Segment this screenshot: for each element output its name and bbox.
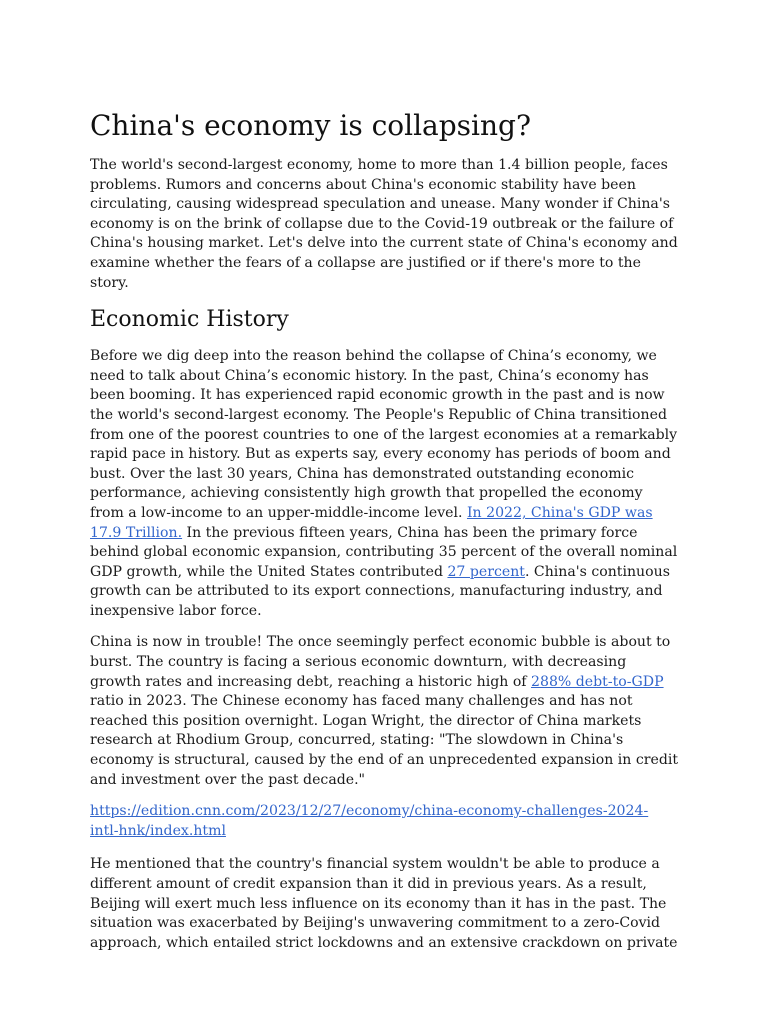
- source-url-line2: intl-hnk/index.html: [90, 822, 226, 839]
- trouble-text-a: China is now in trouble! The once seemingly perfect economic bubble is about to burst. The country is facing a serious economic downturn, with decreasing growth rates and increasing debt, reaching a historic high of: [90, 634, 671, 690]
- credit-paragraph: He mentioned that the country's financial system wouldn't be able to produce a different amount of credit expansion than it did in previous years. As a result, Beijing will exert much less influence on its economy than it has in the past. The situation was exacerbated by Beijing's unwavering commitment to a zero-Covid approach, which entailed strict lockdowns and an extensive crackdown on private: [90, 856, 678, 951]
- history-paragraph: [90, 347, 680, 621]
- source-url-link[interactable]: [90, 803, 648, 839]
- gdp-link[interactable]: In 2022, China's GDP was 17.9 Trillion.: [90, 504, 653, 541]
- history-text-b: In the previous fifteen years, China has been the primary force behind global economic expansion, contributing 35 percent of the overall nominal GDP growth, while the United States contributed: [90, 524, 678, 580]
- debt-to-gdp-link[interactable]: 288% debt-to-GDP: [531, 673, 664, 690]
- trouble-paragraph: [90, 633, 680, 790]
- source-url-line1: https://edition.cnn.com/2023/12/27/economy/china-economy-challenges-2024-: [90, 803, 649, 820]
- intro-paragraph: The world's second-largest economy, home to more than 1.4 billion people, faces problems. Rumors and concerns about China's economic stability have been circulating, causing widespread speculation and unease. Many wonder if China's economy is on the brink of collapse due to the Covid-19 outbreak or the failure of China's housing market. Let's delve into the current state of China's economy and examine whether the fears of a collapse are justified or if there's more to the story.: [90, 157, 678, 291]
- history-text-c: . China's continuous growth can be attributed to its export connections, manufacturing industry, and inexpensive labor force.: [90, 563, 670, 619]
- history-text-a: Before we dig deep into the reason behind the collapse of China’s economy, we need to talk about China’s economic history. In the past, China’s economy has been booming. It has experienced rapid economic growth in the past and is now the world's second-largest economy. The People's Republic of China transitioned from one of the poorest countries to one of the largest economies at a remarkably rapid pace in history. But as experts say, every economy has periods of boom and bust. Over the last 30 years, China has demonstrated outstanding economic performance, achieving consistently high growth that propelled the economy from a low-income to an upper-middle-income level.: [90, 348, 678, 521]
- trouble-text-b: ratio in 2023. The Chinese economy has faced many challenges and has not reached this position overnight. Logan Wright, the director of China markets research at Rhodium Group, concurred, stating: "The slowdown in China's economy is structural, caused by the end of an unprecedented expansion in credit and investment over the past decade.": [90, 693, 679, 788]
- page-title: China's economy is collapsing?: [90, 109, 531, 142]
- source-url-paragraph: [90, 802, 680, 841]
- section-heading: Economic History: [90, 307, 289, 333]
- percent-link[interactable]: 27 percent: [447, 563, 525, 580]
- article: [90, 108, 680, 965]
